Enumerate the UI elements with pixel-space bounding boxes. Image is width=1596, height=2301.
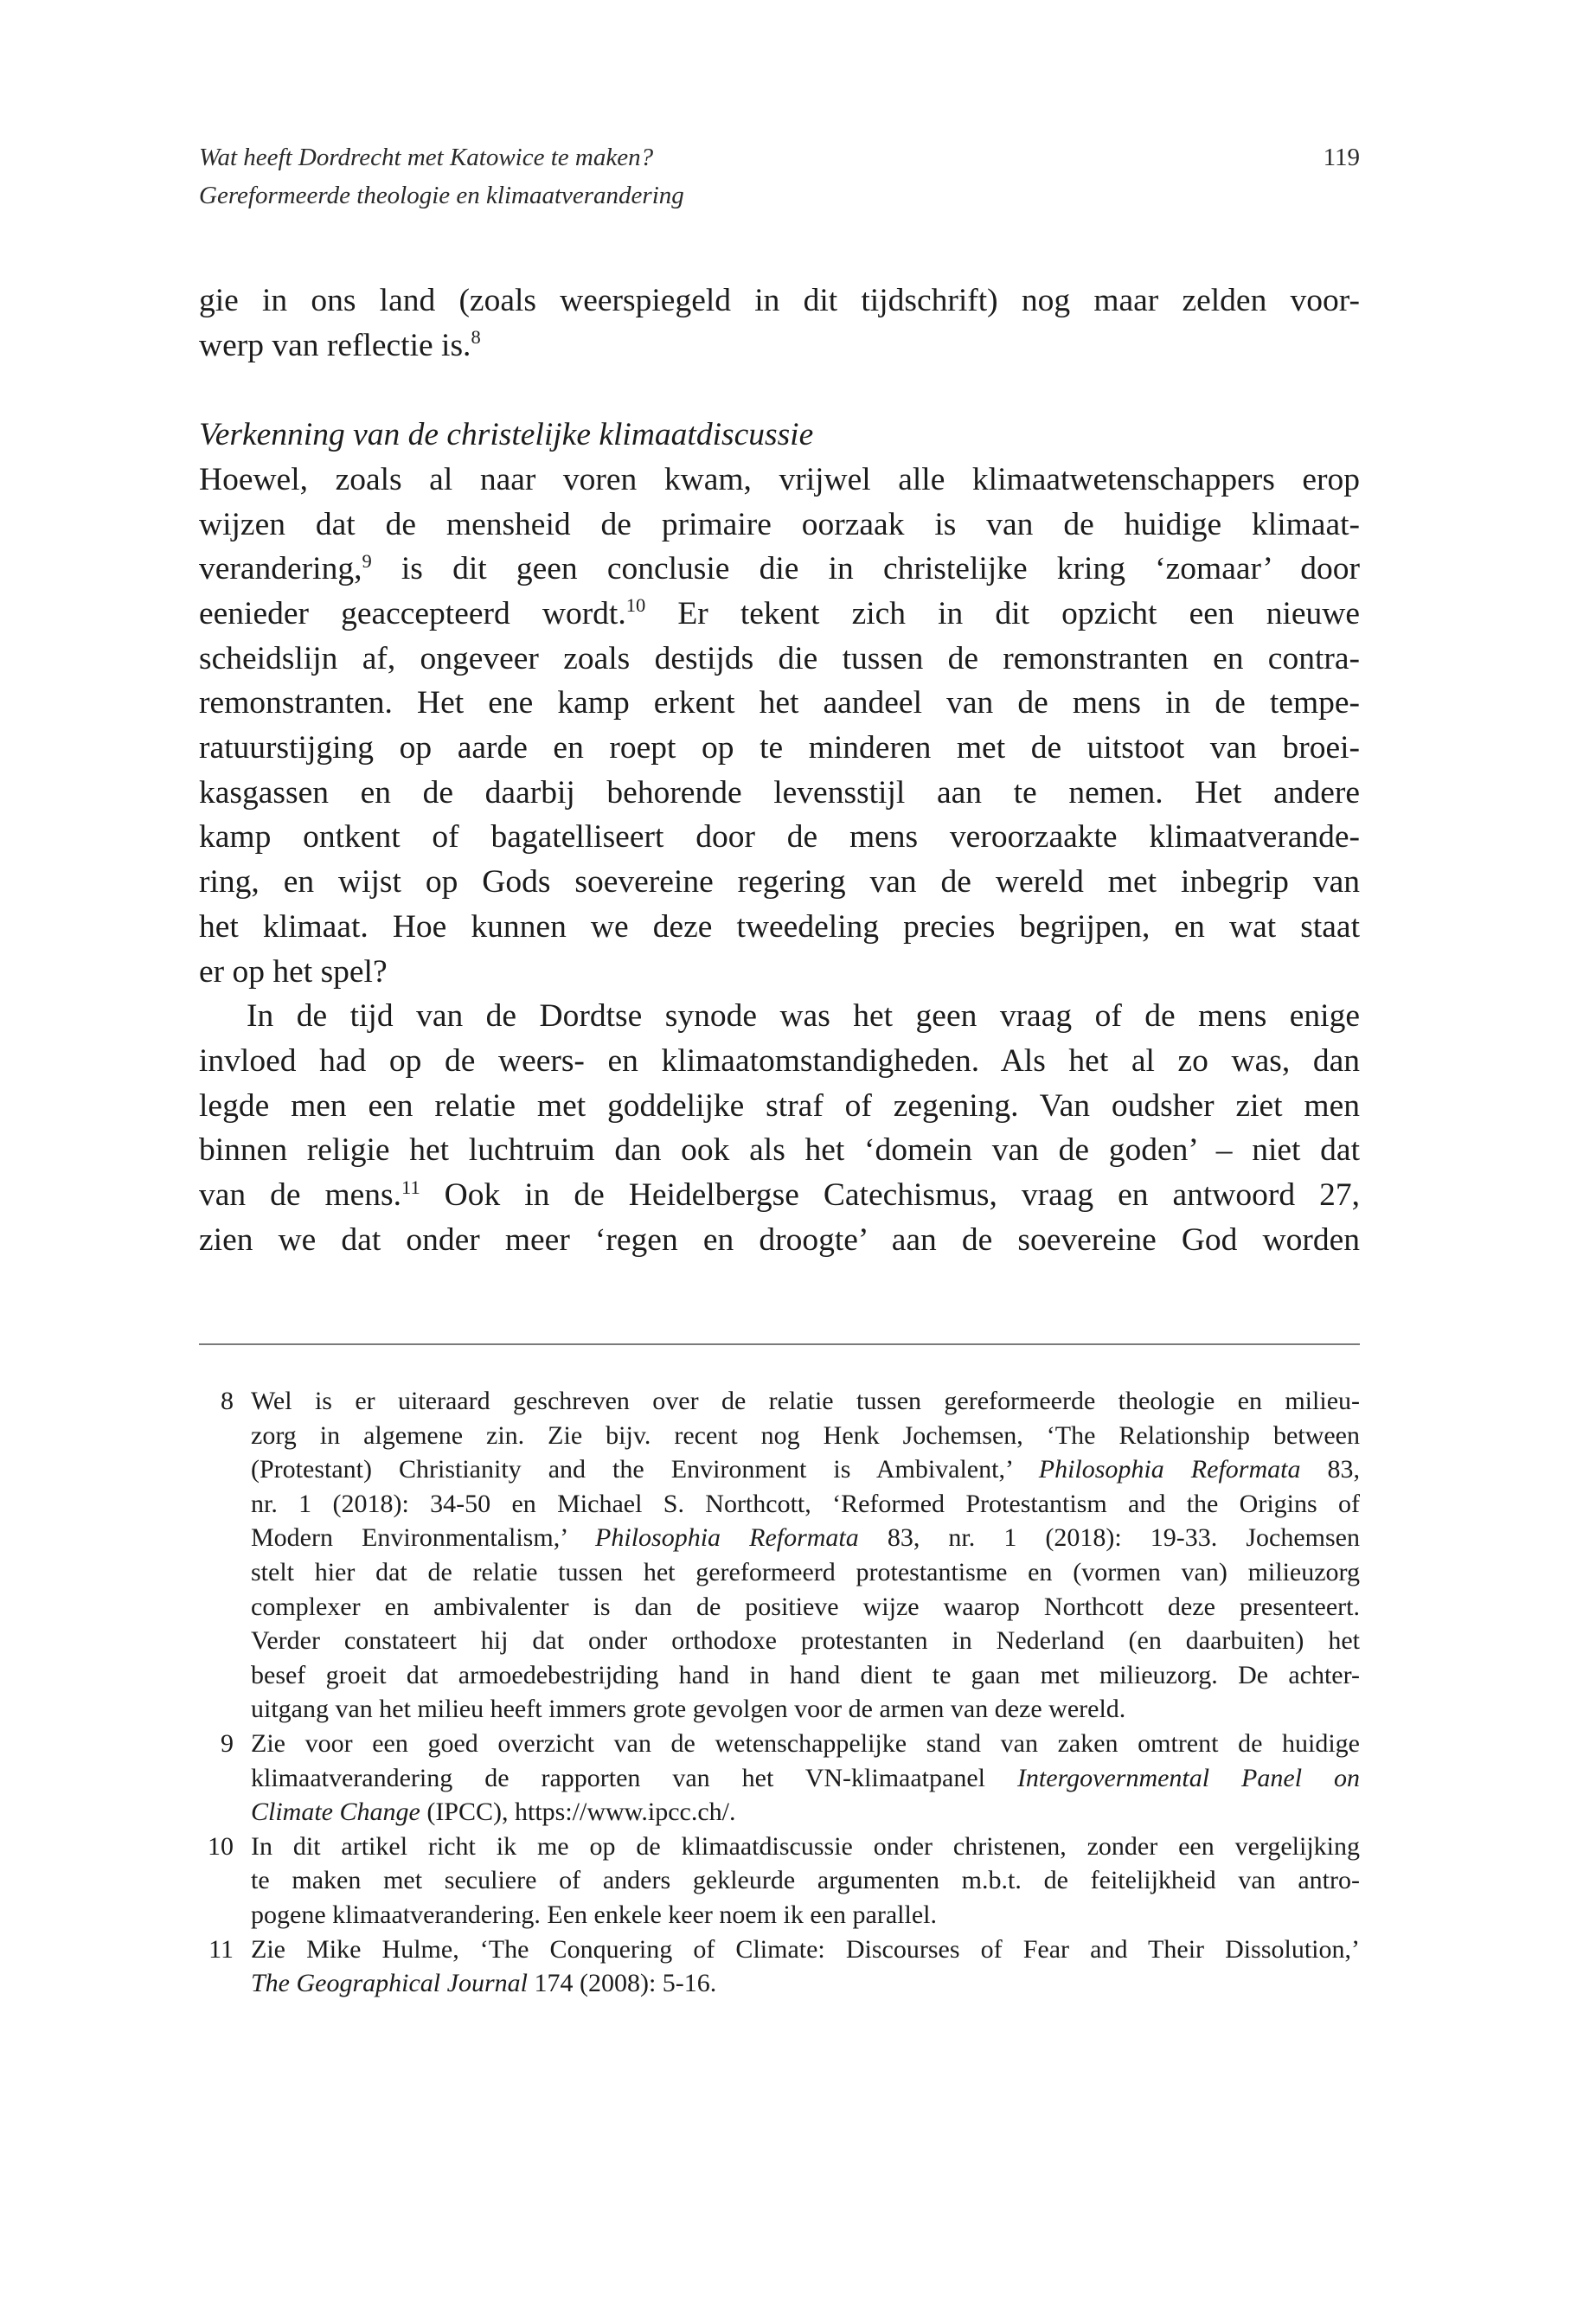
footnote-separator-rule bbox=[199, 1343, 1360, 1345]
footnote-line: Zie voor een goed overzicht van de wetenschappelijke stand van zaken omtrent de huidige bbox=[251, 1728, 1360, 1758]
body-line-text: is dit geen conclusie die in christelijke kring ‘zomaar’ door bbox=[371, 551, 1360, 587]
footnote-line-text: klimaatverandering de rapporten van het VN-klimaatpanel bbox=[251, 1763, 1017, 1792]
body-line bbox=[199, 1173, 1360, 1218]
body-line: er op het spel? bbox=[199, 953, 388, 990]
footnote-line: uitgang van het milieu heeft immers grote gevolgen voor de armen van deze wereld. bbox=[251, 1695, 1126, 1724]
footnote-line bbox=[251, 1521, 1360, 1555]
footnote-line bbox=[251, 1452, 1360, 1487]
body-line: wijzen dat de mensheid de primaire oorzaak is van de huidige klimaat- bbox=[199, 506, 1360, 542]
footnote-line: Verder constateert hij dat onder orthodoxe protestanten in Nederland (en daarbuiten) het bbox=[251, 1626, 1360, 1656]
footnote-line: pogene klimaatverandering. Een enkele keer noem ik een parallel. bbox=[251, 1900, 937, 1929]
running-head-title bbox=[199, 138, 1360, 215]
footnote-line: te maken met seculiere of anders gekleurde argumenten m.b.t. de feitelijkheid van antro- bbox=[251, 1866, 1360, 1895]
footnote-number: 9 bbox=[221, 1728, 234, 1758]
body-line-text: werp van reflectie is. bbox=[199, 327, 471, 363]
body-line: kasgassen en de daarbij behorende levensstijl aan te nemen. Het andere bbox=[199, 774, 1360, 811]
footnote-line: besef groeit dat armoedebestrijding hand in hand dient te gaan met milieuzorg. De achter- bbox=[251, 1660, 1360, 1689]
body-line: ring, en wijst op Gods soevereine regering van de wereld met inbegrip van bbox=[199, 864, 1360, 901]
footnote-line: nr. 1 (2018): 34-50 en Michael S. Northcott, ‘Reformed Protestantism and the Origins of bbox=[251, 1489, 1360, 1518]
body-line bbox=[199, 547, 1360, 592]
footnote-number: 10 bbox=[208, 1831, 234, 1861]
footnote-8 bbox=[199, 1384, 1360, 1727]
body-line: gie in ons land (zoals weerspiegeld in dit tijdschrift) nog maar zelden voor- bbox=[199, 283, 1360, 318]
body-line: legde men een relatie met goddelijke straf of zegening. Van oudsher ziet men bbox=[199, 1087, 1360, 1124]
journal-title: Philosophia Reformata bbox=[1038, 1455, 1301, 1484]
body-line-text: verandering, bbox=[199, 551, 362, 587]
body-line bbox=[199, 592, 1360, 637]
continuation-paragraph bbox=[199, 279, 1360, 368]
footnote-line bbox=[251, 1761, 1360, 1796]
footnote-link-text[interactable]: (IPCC), https://www.ipcc.ch/. bbox=[420, 1798, 736, 1827]
footnote-line: zorg in algemene zin. Zie bijv. recent nog Henk Jochemsen, ‘The Relationship between bbox=[251, 1420, 1360, 1450]
running-head-title-line-2: Gereformeerde theologie en klimaatverandering bbox=[199, 182, 684, 209]
body-line: ratuurstijging op aarde en roept op te minderen met de uitstoot van broei- bbox=[199, 730, 1360, 766]
body-line: In de tijd van de Dordtse synode was het geen vraag of de mens enige bbox=[247, 998, 1360, 1035]
body-line: Hoewel, zoals al naar voren kwam, vrijwel alle klimaatwetenschappers erop bbox=[199, 461, 1360, 497]
footnote-9 bbox=[199, 1727, 1360, 1830]
footnote-line-text: 83, bbox=[1300, 1455, 1361, 1484]
footnote-line: Zie Mike Hulme, ‘The Conquering of Climate: Discourses of Fear and Their Dissolution,’ bbox=[251, 1934, 1360, 1964]
page-number: 119 bbox=[1323, 144, 1360, 171]
footnote-ref-10[interactable]: 10 bbox=[625, 594, 646, 617]
footnote-line: Wel is er uiteraard geschreven over de relatie tussen gereformeerde theologie en milieu- bbox=[251, 1387, 1360, 1415]
footnote-line bbox=[251, 1795, 1360, 1830]
footnote-line: stelt hier dat de relatie tussen het gereformeerd protestantisme en (vormen van) milieuzorg bbox=[251, 1557, 1360, 1586]
body-line: remonstranten. Het ene kamp erkent het aandeel van de mens in de tempe- bbox=[199, 685, 1360, 721]
body-line: het klimaat. Hoe kunnen we deze tweedeling precies begrijpen, en wat staat bbox=[199, 908, 1360, 945]
journal-title: Philosophia Reformata bbox=[595, 1523, 859, 1553]
footnote-10 bbox=[199, 1830, 1360, 1932]
journal-title: The Geographical Journal bbox=[251, 1969, 528, 1998]
paragraph-2 bbox=[199, 994, 1360, 1262]
body-line: binnen religie het luchtruim dan ook als het ‘domein van de goden’ – niet dat bbox=[199, 1132, 1360, 1169]
paragraph-1 bbox=[199, 458, 1360, 994]
body-line-text: Ook in de Heidelbergse Catechismus, vraag en antwoord 27, bbox=[420, 1177, 1360, 1214]
body-line-text: eenieder geaccepteerd wordt. bbox=[199, 595, 626, 631]
section-heading: Verkenning van de christelijke klimaatdiscussie bbox=[199, 417, 814, 453]
body-line-text: van de mens. bbox=[199, 1177, 402, 1214]
organization-title: Intergovernmental Panel on bbox=[1016, 1763, 1360, 1792]
body-line: zien we dat onder meer ‘regen en droogte’ aan de soevereine God worden bbox=[199, 1221, 1360, 1258]
footnote-line bbox=[251, 1966, 1360, 2001]
footnote-11 bbox=[199, 1932, 1360, 2001]
body-line: scheidslijn af, ongeveer zoals destijds die tussen de remonstranten en contra- bbox=[199, 640, 1360, 676]
body-line: kamp ontkent of bagatelliseert door de mens veroorzaakte klimaatverande- bbox=[199, 819, 1360, 856]
body-line-text: Er tekent zich in dit opzicht een nieuwe bbox=[645, 595, 1361, 631]
footnote-text bbox=[251, 1830, 1360, 1932]
footnote-line-text: Modern Environmentalism,’ bbox=[251, 1523, 596, 1553]
footnote-text bbox=[251, 1932, 1360, 2001]
footnote-line: In dit artikel richt ik me op de klimaatdiscussie onder christenen, zonder een vergelijking bbox=[251, 1831, 1360, 1861]
footnote-number: 8 bbox=[221, 1387, 234, 1415]
section-spacer bbox=[199, 368, 1360, 413]
body-line bbox=[199, 324, 1360, 369]
organization-title: Climate Change bbox=[251, 1798, 420, 1827]
footnote-line-text: 83, nr. 1 (2018): 19-33. Jochemsen bbox=[858, 1523, 1360, 1553]
body-text bbox=[199, 279, 1360, 1262]
body-line: invloed had op de weers- en klimaatomstandigheden. Als het al zo was, dan bbox=[199, 1042, 1360, 1079]
footnote-text bbox=[251, 1384, 1360, 1727]
footnote-ref-9[interactable]: 9 bbox=[362, 549, 372, 572]
running-head-title-line-1: Wat heeft Dordrecht met Katowice te maken? bbox=[199, 144, 654, 171]
footnote-ref-11[interactable]: 11 bbox=[401, 1176, 420, 1198]
running-head bbox=[199, 138, 1360, 215]
footnote-line-text: (Protestant) Christianity and the Environment is Ambivalent,’ bbox=[251, 1455, 1039, 1484]
footnote-number: 11 bbox=[208, 1934, 234, 1964]
footnotes bbox=[199, 1384, 1360, 2001]
footnote-line-text: 174 (2008): 5-16. bbox=[527, 1969, 717, 1998]
footnote-ref-8[interactable]: 8 bbox=[471, 326, 481, 349]
footnote-text bbox=[251, 1727, 1360, 1830]
footnote-line: complexer en ambivalenter is dan de positieve wijze waarop Northcott deze presenteert. bbox=[251, 1592, 1360, 1621]
